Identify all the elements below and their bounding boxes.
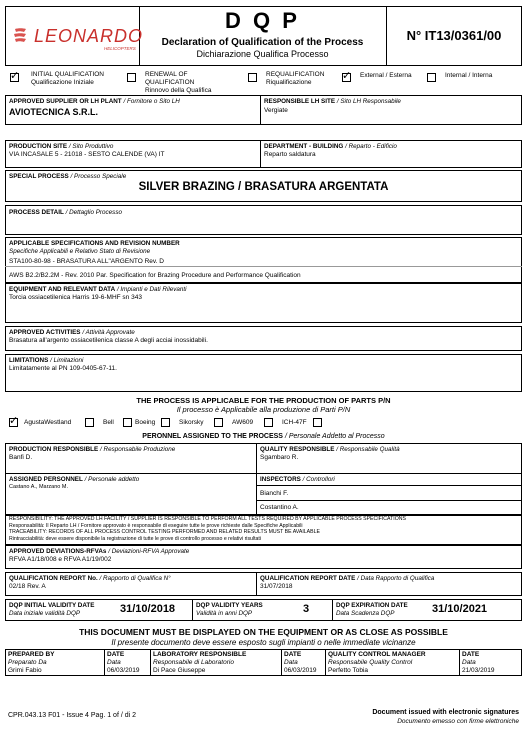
part-agustawestland-checkbox[interactable] [9,414,19,427]
lab-resp-value: Di Pace Giuseppe [153,666,206,674]
header-subtitle-en: Declaration of Qualification of the Process [161,37,364,48]
prod-resp-label-it: / Responsabile Produzione [100,446,176,453]
part-ich47f-checkbox[interactable] [264,418,273,427]
qc-date-label: DATE [462,651,480,658]
department-label-it: / Reparto - Edificio [345,143,397,150]
deviations-label [9,548,189,556]
footer-esign-it: Documento emesso con firme elettroniche [397,718,519,725]
supplier-label [9,98,180,106]
personnel-title-it: / Personale Addetto al Processo [284,433,385,440]
deviations-label-it: / Deviazioni-RFVA Approvate [108,548,190,555]
qc-manager-label: QUALITY CONTROL MANAGER [328,651,426,658]
part-aw609-label: AW609 [232,419,254,426]
equipment-label [9,286,187,294]
header-subtitle-it: Dichiarazione Qualifica Processo [196,49,329,59]
renewal-label [145,71,245,94]
limitations-label-en: LIMITATIONS [9,357,49,364]
lab-date-label: DATE [284,651,302,658]
report-no-label [9,575,171,583]
inspectors-label [260,476,335,484]
special-process-label-en: SPECIAL PROCESS [9,173,69,180]
part-boeing-label: Boeing [135,419,156,426]
prod-resp-label [9,446,175,454]
report-no-label-it: / Rapporto di Qualifica N° [99,575,171,582]
assigned-label [9,476,139,484]
internal-label: Internal / Interna [445,72,493,79]
initial-qualification-en: INITIAL QUALIFICATION [31,71,104,78]
renewal-it: Rinnovo della Qualifica [145,86,212,94]
initial-qualification-label [31,71,126,87]
qc-manager-cell [328,651,426,674]
display-notice-en: THIS DOCUMENT MUST BE DISPLAYED ON THE EQUIPMENT OR AS CLOSE AS POSSIBLE [79,627,448,637]
limitations-label [9,357,83,365]
check-mark-icon: ✓ [9,414,19,427]
responsibility-line-3: TRACEABILITY: RECORDS OF ALL PROCESS CONTROL TESTING PERFORMED AND RELATED RESULTS MUST BE AVAILABLE [9,529,320,535]
requalification-it: Riqualificazione [266,78,312,86]
footer-form-id: CPR.043.13 F01 - Issue 4 Pag. 1 of / di 2 [8,712,137,719]
qc-manager-label-it: Responsabile Quality Control [328,658,413,666]
initial-validity-value: 31/10/2018 [120,603,176,615]
responsibility-text [9,516,406,542]
validity-years-label [196,602,263,617]
requalification-label [266,71,341,87]
responsibility-line-1: RESPONSIBILITY: THE APPROVED LH FACILITY / SUPPLIER IS RESPONSIBLE TO PERFORM ALL TESTS REQUIRED BY APPLICABLE PROCESS SPECIFICATIONS [9,516,406,522]
equipment-value: Torcia ossiacetilenica Harris 19-6-MHF sn 343 [9,294,142,301]
validity-years-value: 3 [303,603,310,615]
qc-manager-value: Perfetto Tobia [328,666,368,674]
equipment-label-en: EQUIPMENT AND RELEVANT DATA [9,286,116,293]
deviations-value: RFVA A1/18/008 e RFVA A1/19/002 [9,556,112,563]
internal-checkbox[interactable] [427,73,436,82]
lab-date-label-it: Data [284,658,298,666]
activities-value: Brasatura all'argento ossiacetilenica classe A degli acciai inossidabili. [9,337,208,344]
lab-resp-label: LABORATORY RESPONSIBLE [153,651,247,658]
qc-date-value: 21/03/2019 [462,666,495,674]
prepared-by-label: PREPARED BY [8,651,55,658]
personnel-divider [256,443,257,515]
report-date-label-en: QUALIFICATION REPORT DATE [260,575,356,582]
expiration-value: 31/10/2021 [432,603,488,615]
inspectors-label-en: INSPECTORS [260,476,301,483]
applicable-title: THE PROCESS IS APPLICABLE FOR THE PRODUCTION OF PARTS P/N [136,396,391,405]
special-process-label [9,173,126,181]
production-site-label-it: / Sito Produttivo [68,143,114,150]
part-agustawestland-label: AgustaWestland [24,419,72,426]
qc-date-label-it: Data [462,658,476,666]
prepared-date-cell [107,651,140,674]
validity-divider-1 [192,599,193,621]
header-number: N° IT13/0361/00 [406,28,502,43]
initial-validity-label [9,602,94,617]
prepared-date-label: DATE [107,651,125,658]
logo [12,26,144,51]
report-no-value: 02/18 Rev. A [9,583,46,590]
quality-resp-label-en: QUALITY RESPONSIBLE [260,446,335,453]
limitations-value: Limitatamente al PN 109-0405-67-11. [9,365,117,372]
validity-years-label-it: Validità in anni DQP [196,609,253,617]
activities-label [9,329,135,337]
check-mark-icon: ✓ [10,69,20,82]
part-boeing-checkbox[interactable] [123,418,132,427]
department-label [264,143,397,151]
prepared-date-value: 06/03/2019 [107,666,140,674]
report-date-label-it: / Data Rapporto di Qualifica [357,575,435,582]
expiration-label [336,602,408,617]
report-divider [256,572,257,596]
prepared-by-cell [8,651,54,674]
expiration-label-it: Data Scadenza DQP [336,609,395,617]
process-detail-label-en: PROCESS DETAIL [9,209,64,216]
assigned-label-it: / Personale addetto [84,476,140,483]
initial-validity-label-en: DQP INITIAL VALIDITY DATE [9,602,95,609]
production-site-label-en: PRODUCTION SITE [9,143,68,150]
inspector-1: Bianchi F. [260,490,289,497]
sig-divider-1 [104,649,105,676]
responsibility-line-4: Rintracciabilità: deve essere disponibile la registrazione di tutte le prove di controllo processo e relativi risultati [9,535,262,542]
special-process-value: SILVER BRAZING / BRASATURA ARGENTATA [138,181,389,193]
requalification-en: REQUALIFICATION [266,71,325,78]
department-label-en: DEPARTMENT - BUILDING [264,143,344,150]
resp-site-label-it: / Sito LH Responsabile [336,98,401,105]
process-detail-label [9,209,122,217]
initial-validity-label-it: Data iniziale validità DQP [9,609,81,617]
expiration-label-en: DQP EXPIRATION DATE [336,602,408,609]
lab-resp-cell [153,651,246,674]
assigned-value: Castano A., Marzano M. [9,484,68,490]
lab-resp-label-it: Responsabile di Laboratorio [153,658,234,666]
part-extra-checkbox[interactable] [313,418,322,427]
assigned-label-en: ASSIGNED PERSONNEL [9,476,83,483]
activities-label-en: APPROVED ACTIVITIES [9,329,81,336]
spec-line-1: STA100-80-98 - BRASATURA ALL"ARGENTO Rev. D [9,258,164,265]
requalification-checkbox[interactable] [248,73,257,82]
part-aw609-checkbox[interactable] [214,418,223,427]
check-mark-icon: ✓ [342,69,352,82]
renewal-checkbox[interactable] [127,73,136,82]
prod-resp-value: Banfi D. [9,454,33,461]
production-site-label [9,143,113,151]
part-bell-checkbox[interactable] [85,418,94,427]
limitations-label-it: / Limitazioni [50,357,84,364]
renewal-en: RENEWAL OF [145,71,188,78]
part-sikorsky-checkbox[interactable] [161,418,170,427]
equipment-label-it: / Impianti e Dati Rilevanti [116,286,187,293]
personnel-title [5,433,522,441]
personnel-title-en: PERONNEL ASSIGNED TO THE PROCESS [142,433,283,440]
inspectors-label-it: / Controllori [302,476,335,483]
prepared-by-label-it: Preparato Da [8,658,47,666]
renewal-en2: QUALIFICATION [145,78,195,86]
external-checkbox[interactable] [342,69,352,82]
logo-tag: HELICOPTERS [104,46,136,51]
specifications-label-it: Specifiche Applicabili e Relativo Stato di Revisione [9,248,151,255]
supplier-value: AVIOTECNICA S.R.L. [9,107,99,117]
activities-label-it: / Attività Approvate [82,329,135,336]
supplier-label-it: / Fornitore o Sito LH [123,98,180,105]
qc-date-cell [462,651,495,674]
leonardo-emblem-icon [12,27,34,45]
process-detail-label-it: / Dettaglio Processo [65,209,122,216]
spec-line-2: AWS B2.2/B2.2M - Rev. 2010 Par. Specification for Brazing Procedure and Performance Qualification [9,272,301,279]
part-ich47f-label: ICH-47F [282,419,307,426]
production-site-value: VIA INCASALE 5 - 21018 - SESTO CALENDE (VA) IT [9,151,165,158]
report-date-value: 31/07/2018 [260,583,293,590]
spec-divider [5,266,522,267]
deviations-label-en: APPROVED DEVIATIONS-RFVAs [9,548,107,555]
report-no-label-en: QUALIFICATION REPORT No. [9,575,98,582]
initial-qualification-it: Qualificazione Iniziale [31,78,94,86]
part-bell-label: Bell [103,419,114,426]
prod-resp-label-en: PRODUCTION RESPONSIBLE [9,446,99,453]
inspector-2: Costantino A. [260,504,299,511]
supplier-label-en: APPROVED SUPPLIER OR LH PLANT [9,98,122,105]
prepared-by-value: Grimi Fabio [8,666,42,674]
sig-divider-2 [150,649,151,676]
department-value: Reparto saldatura [264,151,316,158]
lab-date-cell [284,651,317,674]
specifications-label: APPLICABLE SPECIFICATIONS AND REVISION NUMBER [9,240,180,247]
sig-divider-4 [325,649,326,676]
resp-site-label [264,98,401,106]
quality-resp-label-it: / Responsabile Qualità [336,446,400,453]
production-divider [260,140,261,168]
header-title: D Q P [225,8,300,33]
lab-date-value: 06/03/2019 [284,666,317,674]
validity-years-label-en: DQP VALIDITY YEARS [196,602,263,609]
responsibility-line-2: Responsabilità: Il Reparto LH / Fornitore approvato è responsabile di eseguire tutte le prove richieste dalle Specifiche Applicabili [9,522,303,529]
sig-divider-3 [281,649,282,676]
external-label: External / Esterna [360,72,412,79]
display-notice-it: Il presente documento deve essere esposto sugli impianti o nelle immediate vicinanze [111,638,416,647]
personnel-hline-2 [256,485,522,486]
validity-divider-2 [332,599,333,621]
resp-site-label-en: RESPONSIBLE LH SITE [264,98,336,105]
quality-resp-label [260,446,400,454]
supplier-divider [260,95,261,125]
prepared-date-label-it: Data [107,658,121,666]
sig-divider-5 [459,649,460,676]
signatures-box [5,649,522,676]
special-process-label-it: / Processo Speciale [70,173,127,180]
applicable-title-it: Il processo è Applicabile alla produzione di Parti P/N [176,405,351,414]
logo-name: LEONARDO [34,26,144,46]
part-sikorsky-label: Sikorsky [179,419,204,426]
personnel-hline-1 [5,473,522,474]
quality-resp-value: Sgambaro R. [260,454,299,461]
personnel-hline-3 [256,500,522,501]
initial-qualification-checkbox[interactable] [10,69,20,82]
report-date-label [260,575,434,583]
footer-esign-en: Document issued with electronic signatures [372,709,519,716]
resp-site-value: Vergiate [264,107,288,114]
